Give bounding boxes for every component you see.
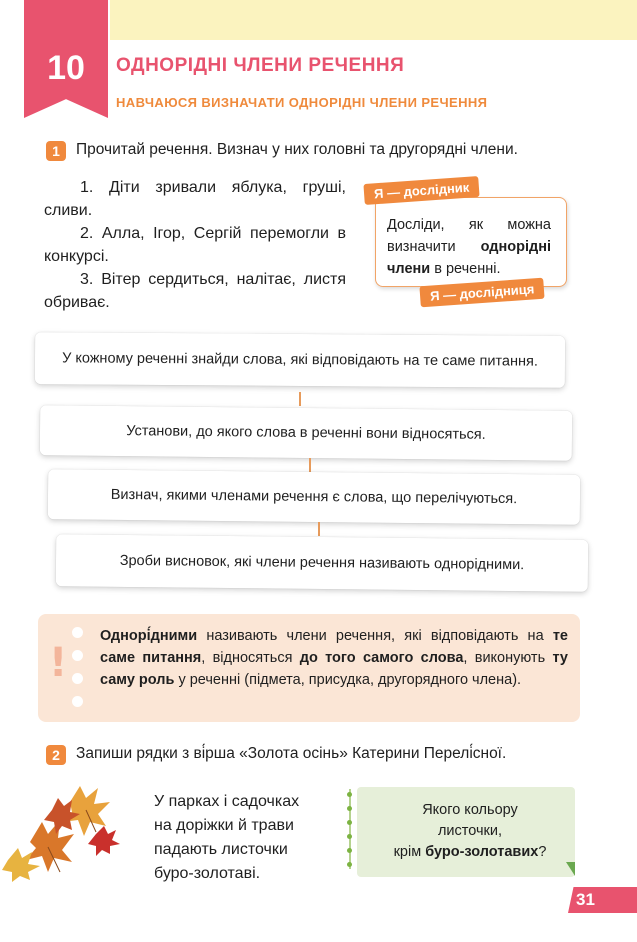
decor-dot [72, 650, 83, 661]
step-1-card [35, 332, 565, 388]
binder-dot [347, 806, 352, 811]
step-connector [309, 458, 311, 472]
example-sentences [44, 176, 346, 314]
exclamation-icon: ! [49, 640, 68, 686]
binder-line [349, 789, 351, 869]
binder-dot [347, 848, 352, 853]
autumn-leaves-icon [0, 772, 130, 882]
sentence-2: 2. Алла, Ігор, Сергій перемогли в конкурсі. [44, 225, 346, 265]
step-connector [318, 522, 320, 536]
step-4-text: Зроби висновок, які члени речення називають однорідними. [119, 552, 525, 574]
step-3-text: Визнач, якими членами речення є слова, що перелічуються. [110, 486, 518, 508]
task-1-instruction: Прочитай речення. Визнач у них головні та другорядні члени. [76, 141, 518, 158]
task-2-badge: 2 [46, 745, 66, 765]
poem-line: падають листочки [154, 841, 288, 858]
sentence-1: 1. Діти зривали яблука, груші, сливи. [44, 179, 346, 219]
task-1-badge: 1 [46, 141, 66, 161]
binder-dot [347, 862, 352, 867]
decor-dot [72, 673, 83, 684]
lesson-title: ОДНОРІДНІ ЧЛЕНИ РЕЧЕННЯ [116, 55, 405, 76]
researcher-tag-female: Я — дослідниця [419, 278, 545, 308]
question-text: Якого кольору листочки, крім буро-золотавих? [393, 802, 547, 860]
binder-dot [347, 820, 352, 825]
decor-dot [72, 696, 83, 707]
step-2-card [40, 405, 572, 461]
researcher-tag-male: Я — дослідник [363, 176, 479, 205]
binder-dot [347, 834, 352, 839]
top-color-strip [110, 0, 637, 40]
step-1-text: У кожному реченні знайди слова, які відповідають на те саме питання. [62, 350, 538, 370]
poem [154, 790, 299, 886]
decor-dot [72, 627, 83, 638]
poem-line: У парках і садочках [154, 793, 300, 810]
corner-triangle [566, 862, 575, 876]
sentence-3: 3. Вітер сердиться, налітає, листя обриває. [44, 271, 346, 311]
page-number: 31 [576, 890, 595, 909]
rule-text: Однорі́дними називають члени речення, які відповідають на те саме питання, відносяться до того самого слова, виконують ту саму роль у реченні (підмета, присудка, другорядного члена). [100, 628, 568, 688]
step-3-card [48, 469, 580, 525]
lesson-subtitle: НАВЧАЮСЯ ВИЗНАЧАТИ ОДНОРІДНІ ЧЛЕНИ РЕЧЕННЯ [116, 95, 488, 110]
poem-line: буро-золотаві. [154, 865, 261, 882]
step-4-card [56, 534, 589, 592]
poem-line: на доріжки й трави [154, 817, 294, 834]
research-text: Досліди, як можна визначити однорідні члени в реченні. [387, 217, 551, 277]
task-2-instruction: Запиши рядки з ві́рша «Золота осінь» Катерини Перелі́сної. [76, 745, 507, 762]
binder-dot [347, 792, 352, 797]
lesson-number: 10 [47, 49, 85, 87]
step-connector [299, 392, 301, 406]
step-2-text: Установи, до якого слова в реченні вони відносяться. [126, 423, 486, 443]
